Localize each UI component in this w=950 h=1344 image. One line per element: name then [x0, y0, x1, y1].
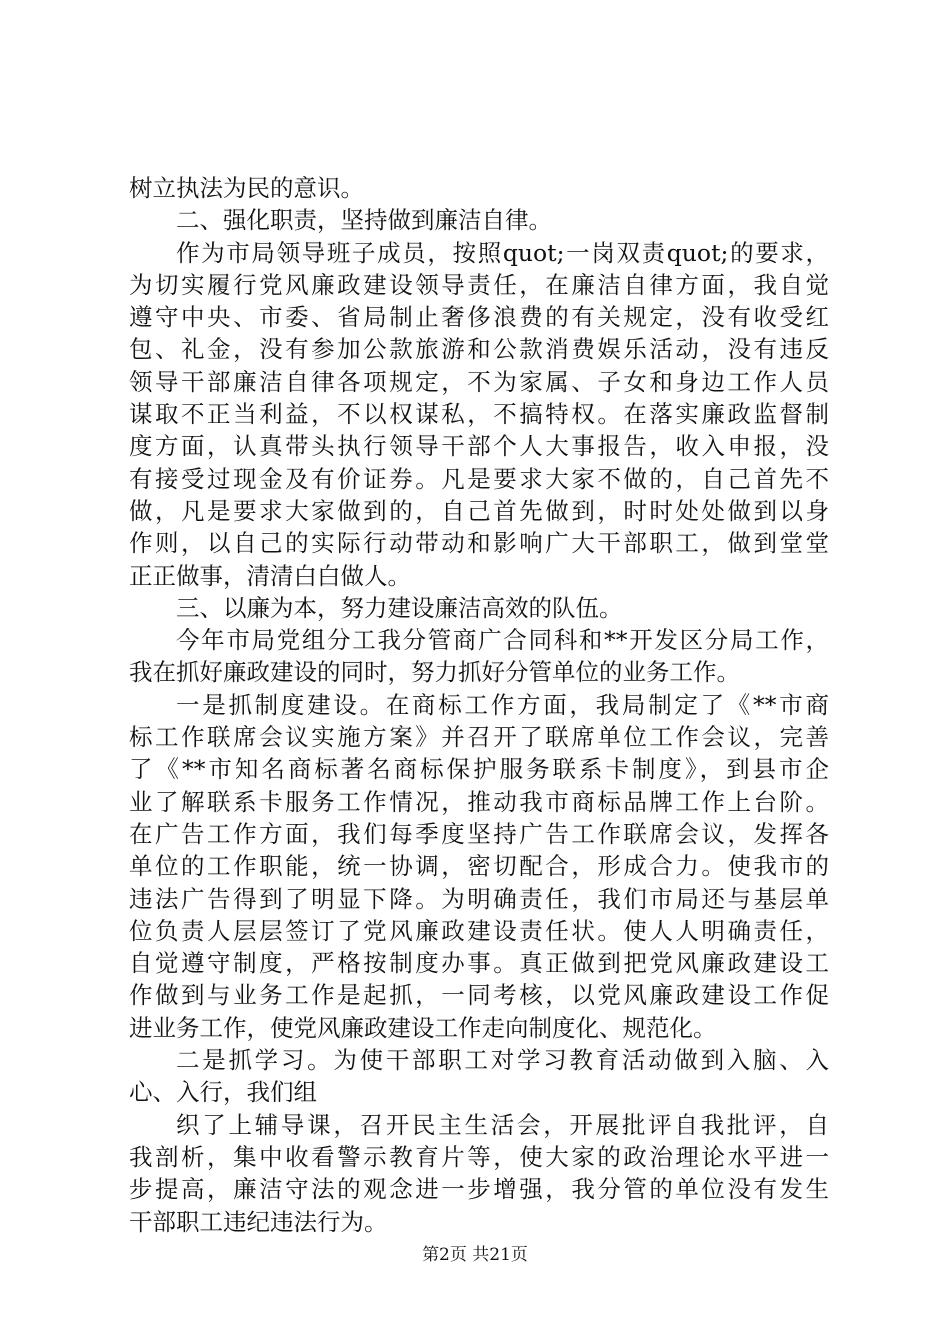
text-line: 单位的工作职能，统一协调，密切配合，形成合力。使我市的: [129, 852, 829, 881]
text-line: 我剖析，集中收看警示教育片等，使大家的政治理论水平进一: [129, 1142, 829, 1171]
text-line: 位负责人层层签订了党风廉政建设责任状。使人人明确责任，: [129, 916, 829, 945]
text-line: 一是抓制度建设。在商标工作方面，我局制定了《**市商: [176, 690, 829, 719]
page-number-footer: 第2页 共21页: [422, 1245, 528, 1265]
text-line: 树立执法为民的意识。: [129, 174, 364, 202]
text-line: 为切实履行党风廉政建设领导责任，在廉洁自律方面，我自觉: [129, 270, 829, 299]
text-line: 作则，以自己的实际行动带动和影响广大干部职工，做到堂堂: [129, 529, 829, 558]
text-line: 我在抓好廉政建设的同时，努力抓好分管单位的业务工作。: [129, 658, 740, 687]
text-line: 作为市局领导班子成员，按照quot;一岗双责quot;的要求，: [176, 238, 829, 267]
text-line: 标工作联席会议实施方案》并召开了联席单位工作会议，完善: [129, 723, 829, 752]
text-line: 干部职工违纪违法行为。: [129, 1207, 388, 1236]
text-line: 织了上辅导课，召开民主生活会，开展批评自我批评，自: [176, 1110, 829, 1139]
section-heading: 三、以廉为本，努力建设廉洁高效的队伍。: [176, 593, 623, 622]
text-line: 步提高，廉洁守法的观念进一步增强，我分管的单位没有发生: [129, 1175, 829, 1204]
section-heading: 二、强化职责，坚持做到廉洁自律。: [176, 206, 552, 235]
text-line: 业了解联系卡服务工作情况，推动我市商标品牌工作上台阶。: [129, 787, 829, 816]
text-line: 领导干部廉洁自律各项规定，不为家属、子女和身边工作人员: [129, 367, 829, 396]
text-line: 包、礼金，没有参加公款旅游和公款消费娱乐活动，没有违反: [129, 335, 829, 364]
document-body: [129, 172, 829, 1238]
text-line: 违法广告得到了明显下降。为明确责任，我们市局还与基层单: [129, 884, 829, 913]
text-line: 做，凡是要求大家做到的，自己首先做到，时时处处做到以身: [129, 496, 829, 525]
text-line: 进业务工作，使党风廉政建设工作走向制度化、规范化。: [129, 1013, 717, 1042]
text-line: 作做到与业务工作是起抓，一同考核，以党风廉政建设工作促: [129, 981, 829, 1010]
text-line: 谋取不正当利益，不以权谋私，不搞特权。在落实廉政监督制: [129, 400, 829, 429]
text-line: 自觉遵守制度，严格按制度办事。真正做到把党风廉政建设工: [129, 949, 829, 978]
text-line: 度方面，认真带头执行领导干部个人大事报告，收入申报，没: [129, 432, 829, 461]
text-line: 今年市局党组分工我分管商广合同科和**开发区分局工作，: [176, 626, 829, 655]
text-line: 了《**市知名商标著名商标保护服务联系卡制度》，到县市企: [129, 755, 829, 784]
text-line: 心、入行，我们组: [129, 1078, 317, 1107]
text-line: 遵守中央、市委、省局制止奢侈浪费的有关规定，没有收受红: [129, 303, 829, 332]
text-line: 正正做事，清清白白做人。: [129, 561, 411, 590]
text-line: 二是抓学习。为使干部职工对学习教育活动做到入脑、入: [176, 1046, 829, 1075]
text-line: 有接受过现金及有价证券。凡是要求大家不做的，自己首先不: [129, 464, 829, 493]
text-line: 在广告工作方面，我们每季度坚持广告工作联席会议，发挥各: [129, 819, 829, 848]
